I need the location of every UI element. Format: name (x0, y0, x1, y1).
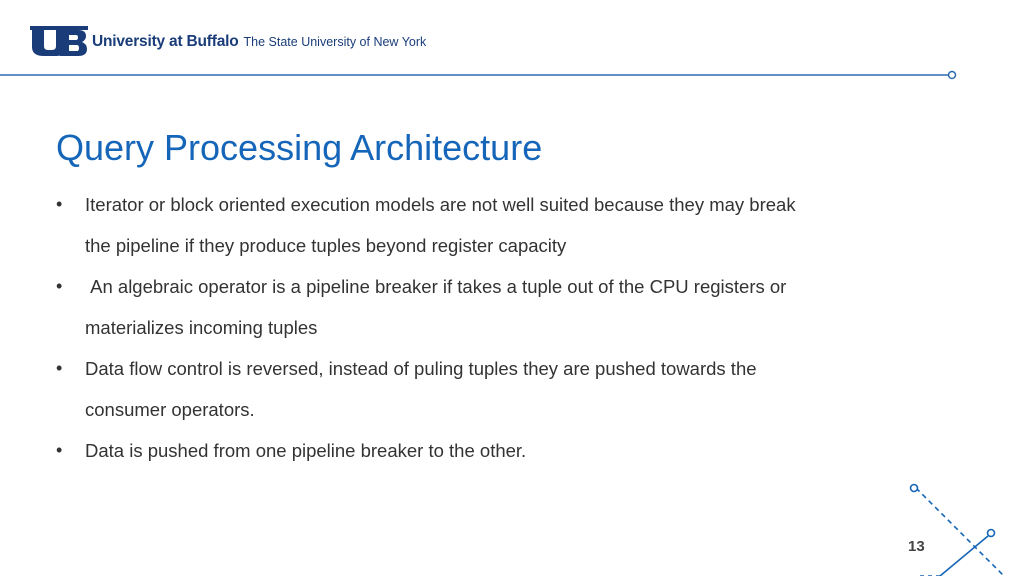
bullet-marker: • (56, 440, 63, 460)
bullet-text: Iterator or block oriented execution models are not well suited because they may break the pipeline if they produce tuples beyond register capacity (85, 194, 796, 256)
bullet-text: Data is pushed from one pipeline breaker to the other. (85, 440, 527, 461)
bullet-item (56, 266, 816, 348)
logo-tagline: The State University of New York (243, 35, 427, 49)
ub-logo (30, 26, 426, 58)
node-circle-left (911, 485, 918, 492)
bullet-item (56, 430, 816, 471)
solid-line-right (940, 536, 988, 576)
corner-decoration (900, 478, 1024, 576)
bullet-marker: • (56, 358, 63, 378)
page-number: 13 (908, 538, 925, 555)
bullet-text: Data flow control is reversed, instead of puling tuples they are pushed towards the consumer operators. (85, 358, 757, 420)
ub-monogram-icon (30, 26, 88, 58)
bullet-item (56, 348, 816, 430)
bullet-item (56, 184, 816, 266)
logo-university-name: University at Buffalo (92, 33, 239, 50)
bullet-marker: • (56, 276, 63, 296)
slide-header (0, 0, 1024, 80)
header-rule (0, 68, 1024, 82)
bullet-list (56, 184, 816, 471)
node-circle-right (988, 530, 995, 537)
slide-title: Query Processing Architecture (56, 127, 543, 168)
bullet-marker: • (56, 194, 63, 214)
bullet-text: An algebraic operator is a pipeline breaker if takes a tuple out of the CPU registers or materializes incoming tuples (85, 276, 792, 338)
